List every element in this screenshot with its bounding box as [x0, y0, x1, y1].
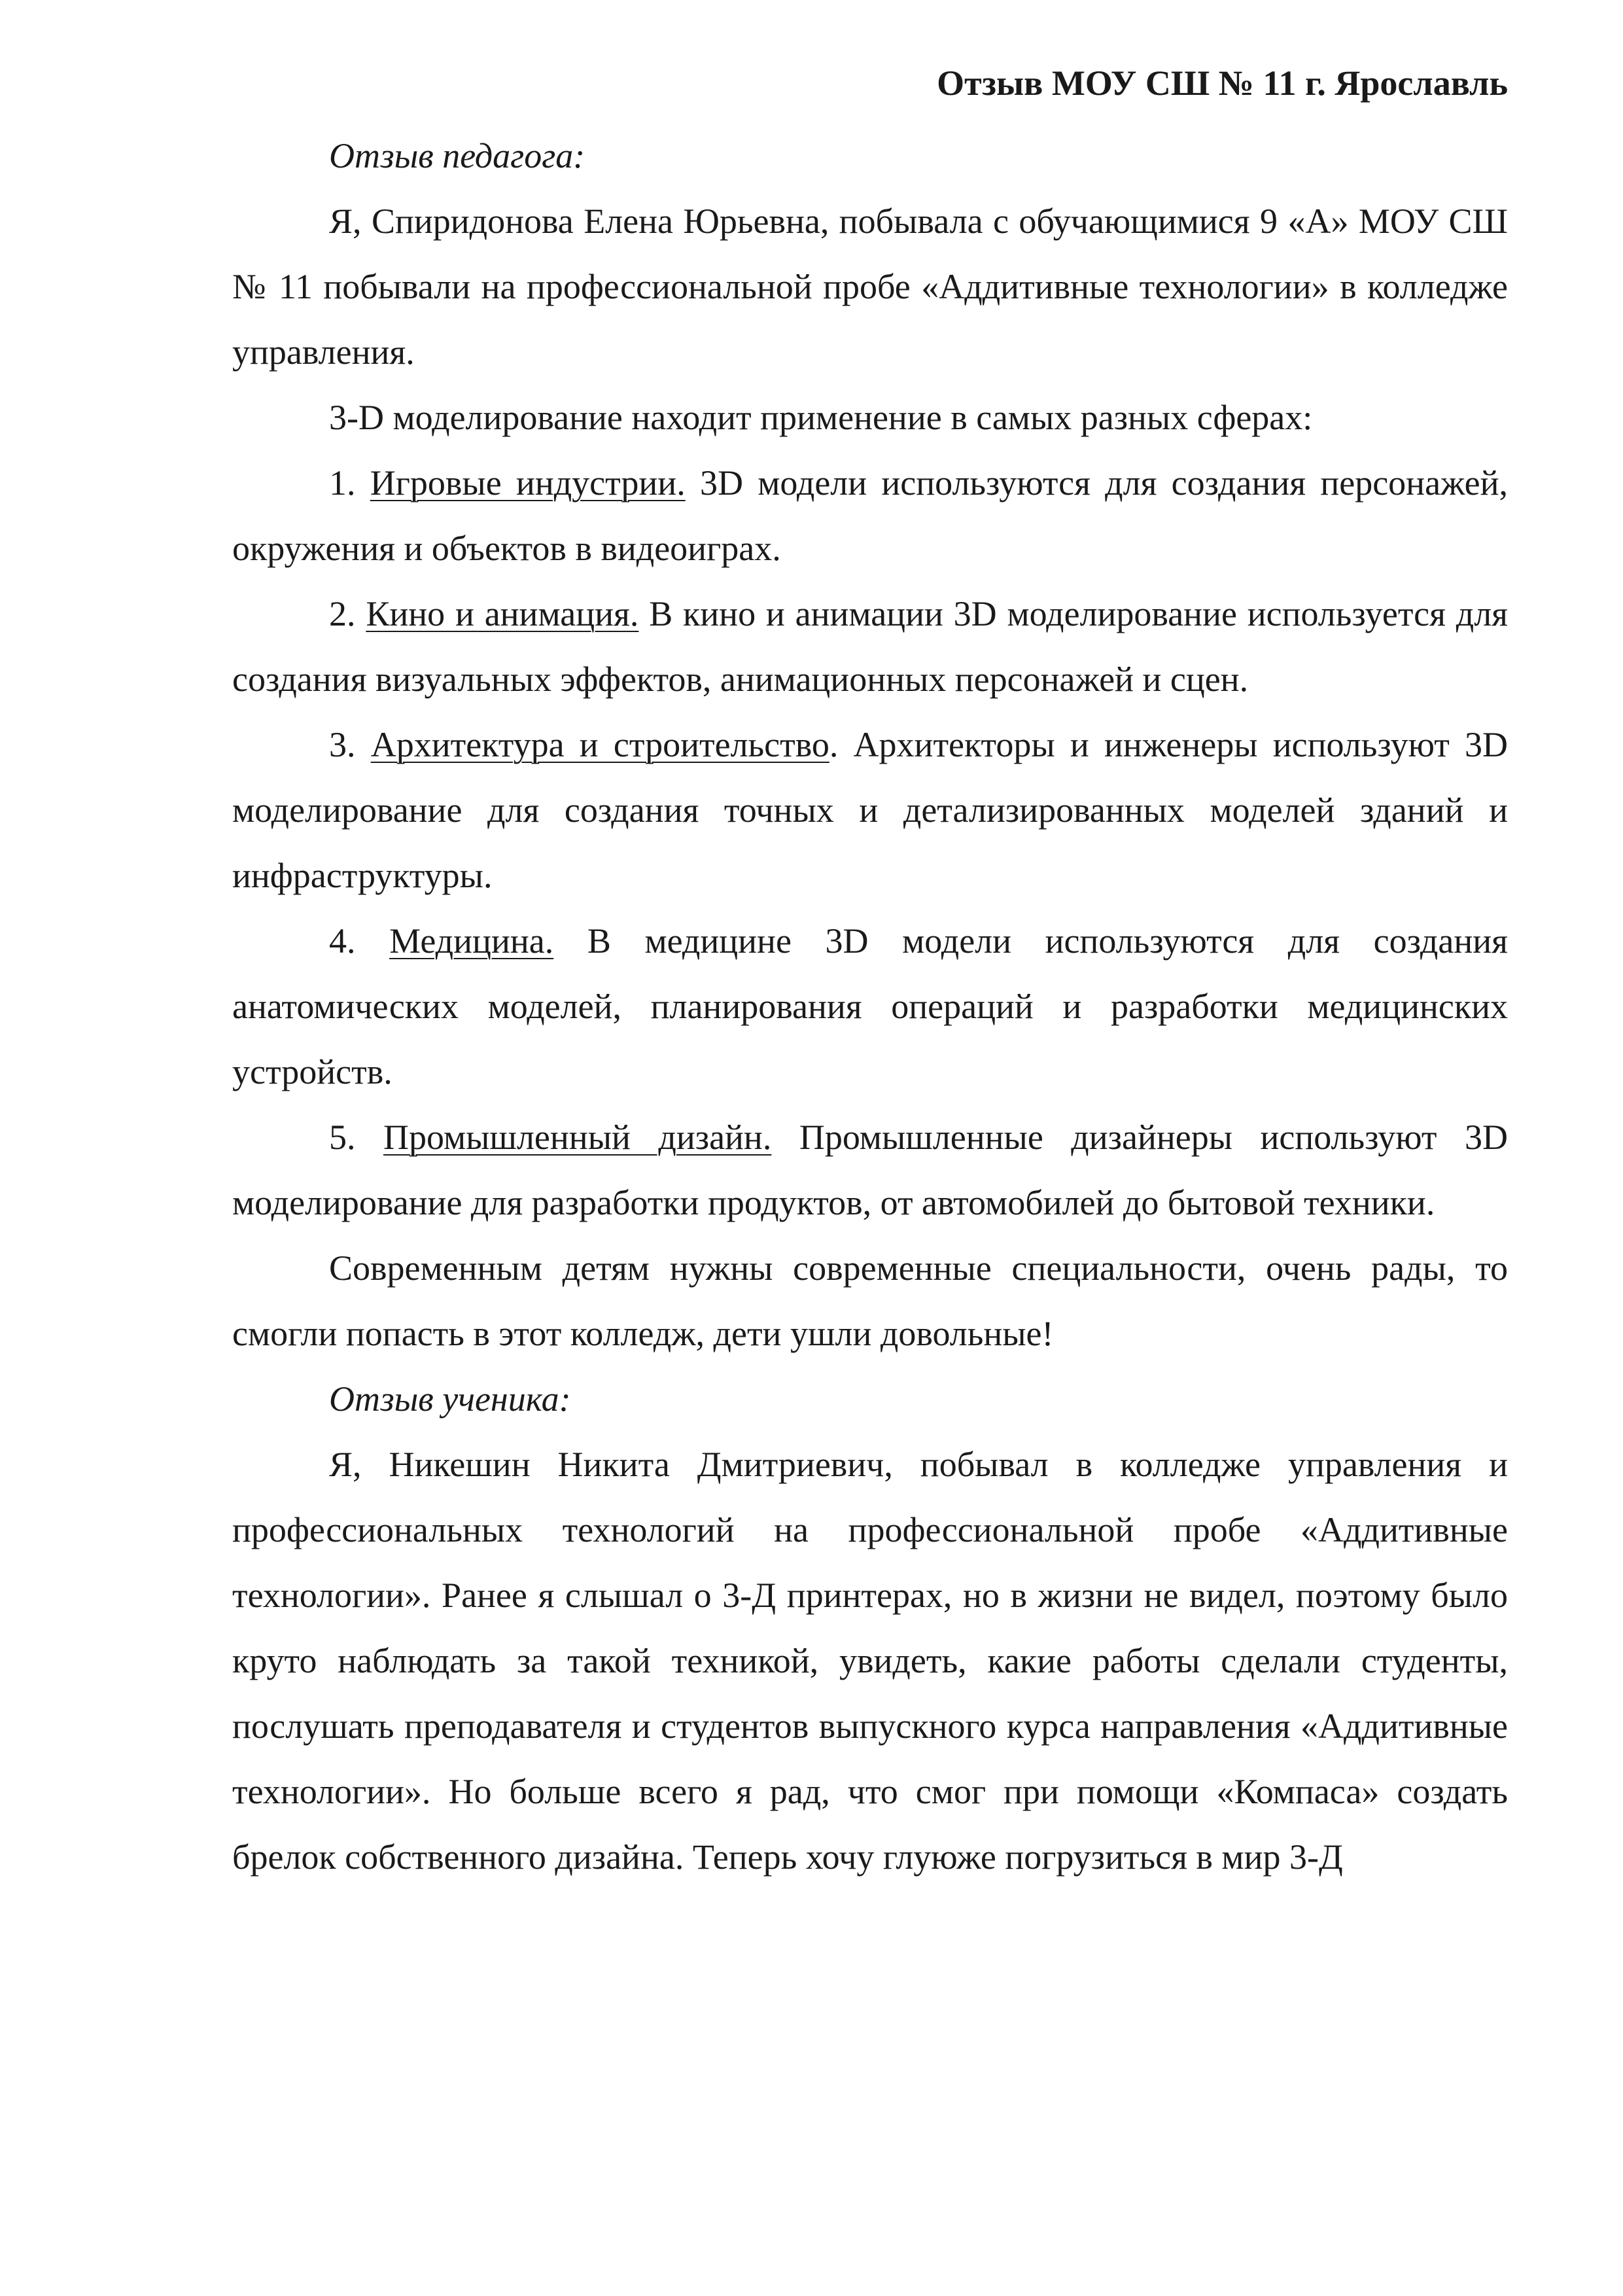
list-item-number: 4.	[329, 921, 390, 961]
list-item	[232, 450, 1508, 581]
document-body	[232, 123, 1508, 1890]
list-item-number: 1.	[329, 463, 370, 503]
list-item-number: 2.	[329, 594, 366, 633]
list-item-text: 3D модели используются для создания персонажей, окружения и объектов в видеоиграх.	[232, 463, 1509, 568]
list-item-text: Промышленные дизайнеры используют 3D моделирование для разработки продуктов, от автомобилей до бытовой техники.	[232, 1118, 1509, 1222]
list-item	[232, 1104, 1508, 1235]
teacher-review-lead: 3-D моделирование находит применение в самых разных сферах:	[329, 398, 1313, 437]
document-title: Отзыв МОУ СШ № 11 г. Ярославль	[937, 63, 1508, 103]
list-item-title: Архитектура и строительство	[370, 725, 829, 764]
list-item	[232, 908, 1508, 1104]
list-item-title: Кино и анимация.	[366, 594, 639, 633]
list-item-text: В медицине 3D модели используются для создания анатомических моделей, планирования операций и разработки медицинских устройств.	[232, 921, 1509, 1091]
teacher-review-closing: Современным детям нужны современные специальности, очень рады, то смогли попасть в этот колледж, дети ушли довольные!	[232, 1248, 1508, 1353]
list-item	[232, 581, 1508, 712]
student-review-text: Я, Никешин Никита Дмитриевич, побывал в колледже управления и профессиональных технологий на профессиональной пробе «Аддитивные технологии». Ранее я слышал о 3-Д принтерах, но в жизни не видел, поэтому было круто наблюдать за такой техникой, увидеть, какие работы сделали студенты, послушать преподавателя и студентов выпускного курса направления «Аддитивные технологии». Но больше всего я рад, что смог при помощи «Компаса» создать брелок собственного дизайна. Теперь хочу глуюже погрузиться в мир 3-Д	[232, 1445, 1508, 1877]
teacher-review-heading: Отзыв педагога:	[329, 136, 585, 175]
list-item-number: 3.	[329, 725, 371, 764]
list-item	[232, 712, 1508, 908]
teacher-review-intro: Я, Спиридонова Елена Юрьевна, побывала с обучающимися 9 «А» МОУ СШ № 11 побывали на профессиональной пробе «Аддитивные технологии» в колледже управления.	[232, 202, 1508, 372]
list-item-number: 5.	[329, 1118, 383, 1157]
list-item-title: Промышленный дизайн.	[383, 1118, 772, 1157]
student-review-heading: Отзыв ученика:	[329, 1379, 571, 1419]
list-item-title: Медицина.	[389, 921, 554, 961]
list-item-text: В кино и анимации 3D моделирование используется для создания визуальных эффектов, анимационных персонажей и сцен.	[232, 594, 1508, 699]
list-item-text: . Архитекторы и инженеры используют 3D моделирование для создания точных и детализированных моделей зданий и инфраструктуры.	[232, 725, 1508, 895]
list-item-title: Игровые индустрии.	[370, 463, 686, 503]
